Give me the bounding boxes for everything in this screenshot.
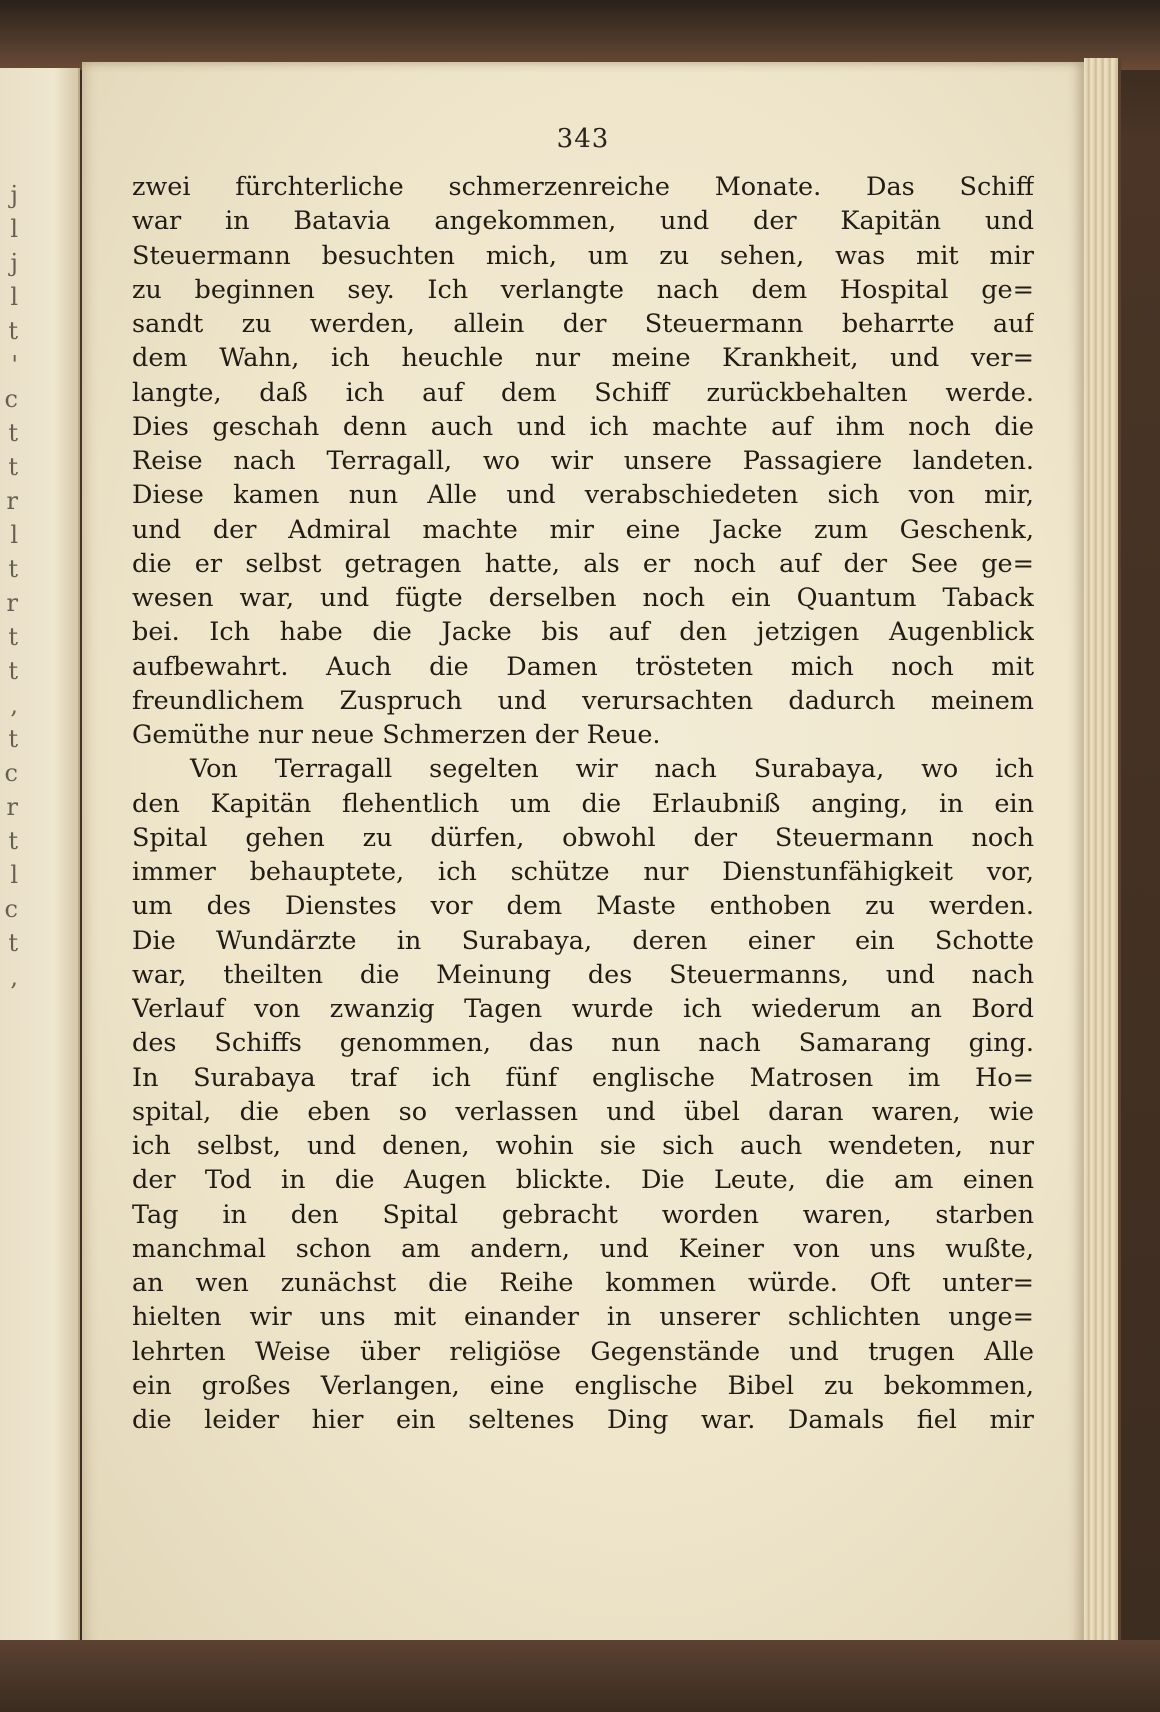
text-line: zu beginnen sey. Ich verlangte nach dem Hospital ge=	[132, 274, 1034, 305]
left-page-fragment: r	[6, 793, 18, 821]
left-page-fragment: c	[4, 385, 18, 413]
text-line: war, theilten die Meinung des Steuermanns, und nach	[132, 959, 1034, 990]
left-page-fragment: ,	[10, 963, 18, 991]
text-line: langte, daß ich auf dem Schiff zurückbehalten werde.	[132, 377, 1034, 408]
left-page-fragment: '	[11, 351, 18, 379]
left-page-fragment: j	[10, 181, 18, 209]
left-page-fragment: t	[8, 657, 18, 685]
text-line: an wen zunächst die Reihe kommen würde. Oft unter=	[132, 1268, 1034, 1298]
left-page-fragment: j	[10, 249, 18, 277]
left-page-fragment: r	[6, 589, 18, 617]
left-page-fragment: l	[10, 215, 18, 243]
text-line: sandt zu werden, allein der Steuermann beharrte auf	[132, 309, 1034, 339]
left-page-fragment: t	[8, 623, 18, 651]
text-line: Reise nach Terragall, wo wir unsere Passagiere landeten.	[132, 446, 1034, 476]
text-line: lehrten Weise über religiöse Gegenstände und trugen Alle	[132, 1336, 1034, 1367]
text-line: Verlauf von zwanzig Tagen wurde ich wiederum an Bord	[132, 994, 1034, 1024]
left-page-fragment: ,	[10, 691, 18, 719]
text-line: In Surabaya traf ich fünf englische Matrosen im Ho=	[132, 1062, 1034, 1093]
text-line: Spital gehen zu dürfen, obwohl der Steuermann noch	[132, 822, 1034, 853]
text-line: Diese kamen nun Alle und verabschiedeten sich von mir,	[132, 480, 1034, 511]
left-page-fragment: t	[8, 827, 18, 855]
text-line: wesen war, und fügte derselben noch ein Quantum Taback	[132, 583, 1034, 613]
text-line: manchmal schon am andern, und Keiner von uns wußte,	[132, 1233, 1034, 1264]
left-page-fragment: t	[8, 419, 18, 447]
left-page-text-fragments	[0, 68, 18, 1712]
text-line: Die Wundärzte in Surabaya, deren einer ein Schotte	[132, 925, 1034, 956]
text-line: um des Dienstes vor dem Maste enthoben zu werden.	[132, 891, 1034, 922]
page-number: 343	[556, 124, 610, 154]
book-cover-bottom	[0, 1640, 1160, 1712]
left-page-fragment: r	[6, 487, 18, 515]
left-page-fragment: l	[10, 521, 18, 549]
left-page-fragment: t	[8, 317, 18, 345]
text-line: die er selbst getragen hatte, als er noch auf der See ge=	[132, 548, 1034, 579]
left-page-fragment: c	[4, 759, 18, 787]
book-cover-top	[0, 0, 1160, 70]
text-line: Dies geschah denn auch und ich machte auf ihm noch die	[132, 411, 1034, 442]
left-page-fragment: t	[8, 725, 18, 753]
text-line: Gemüthe nur neue Schmerzen der Reue.	[132, 720, 661, 750]
left-page-fragment: c	[4, 895, 18, 923]
page-body-text	[132, 170, 1034, 1437]
text-line: dem Wahn, ich heuchle nur meine Krankheit, und ver=	[132, 343, 1034, 374]
text-line: war in Batavia angekommen, und der Kapitän und	[132, 206, 1034, 237]
left-page-fragment: l	[10, 861, 18, 889]
text-line: hielten wir uns mit einander in unserer schlichten unge=	[132, 1302, 1034, 1333]
left-page-fragment: t	[8, 929, 18, 957]
text-line: ich selbst, und denen, wohin sie sich auch wendeten, nur	[132, 1131, 1034, 1161]
text-line: spital, die eben so verlassen und übel daran waren, wie	[132, 1096, 1034, 1127]
text-line: freundlichem Zuspruch und verursachten dadurch meinem	[132, 685, 1034, 716]
text-line: immer behauptete, ich schütze nur Dienstunfähigkeit vor,	[132, 857, 1034, 887]
book-page	[82, 62, 1084, 1652]
text-line: aufbewahrt. Auch die Damen trösteten mich noch mit	[132, 651, 1034, 682]
text-line: der Tod in die Augen blickte. Die Leute, die am einen	[132, 1165, 1034, 1196]
text-line: des Schiffs genommen, das nun nach Samarang ging.	[132, 1028, 1034, 1059]
text-line: zwei fürchterliche schmerzenreiche Monate. Das Schiff	[132, 172, 1034, 202]
left-page-fragment: t	[8, 555, 18, 583]
text-line: den Kapitän flehentlich um die Erlaubniß anging, in ein	[132, 788, 1034, 819]
left-page-edge	[0, 68, 80, 1643]
text-line: Tag in den Spital gebracht worden waren, starben	[132, 1199, 1034, 1230]
text-line: ein großes Verlangen, eine englische Bibel zu bekommen,	[132, 1370, 1034, 1401]
left-page-fragment: t	[8, 453, 18, 481]
text-line: Steuermann besuchten mich, um zu sehen, was mit mir	[132, 240, 1034, 271]
text-line: Von Terragall segelten wir nach Surabaya, wo ich	[190, 754, 1034, 785]
text-line: die leider hier ein seltenes Ding war. Damals fiel mir	[132, 1405, 1034, 1435]
text-line: und der Admiral machte mir eine Jacke zum Geschenk,	[132, 514, 1034, 545]
text-line: bei. Ich habe die Jacke bis auf den jetzigen Augenblick	[132, 617, 1034, 648]
page-stack-edge	[1084, 58, 1121, 1658]
left-page-fragment: l	[10, 283, 18, 311]
